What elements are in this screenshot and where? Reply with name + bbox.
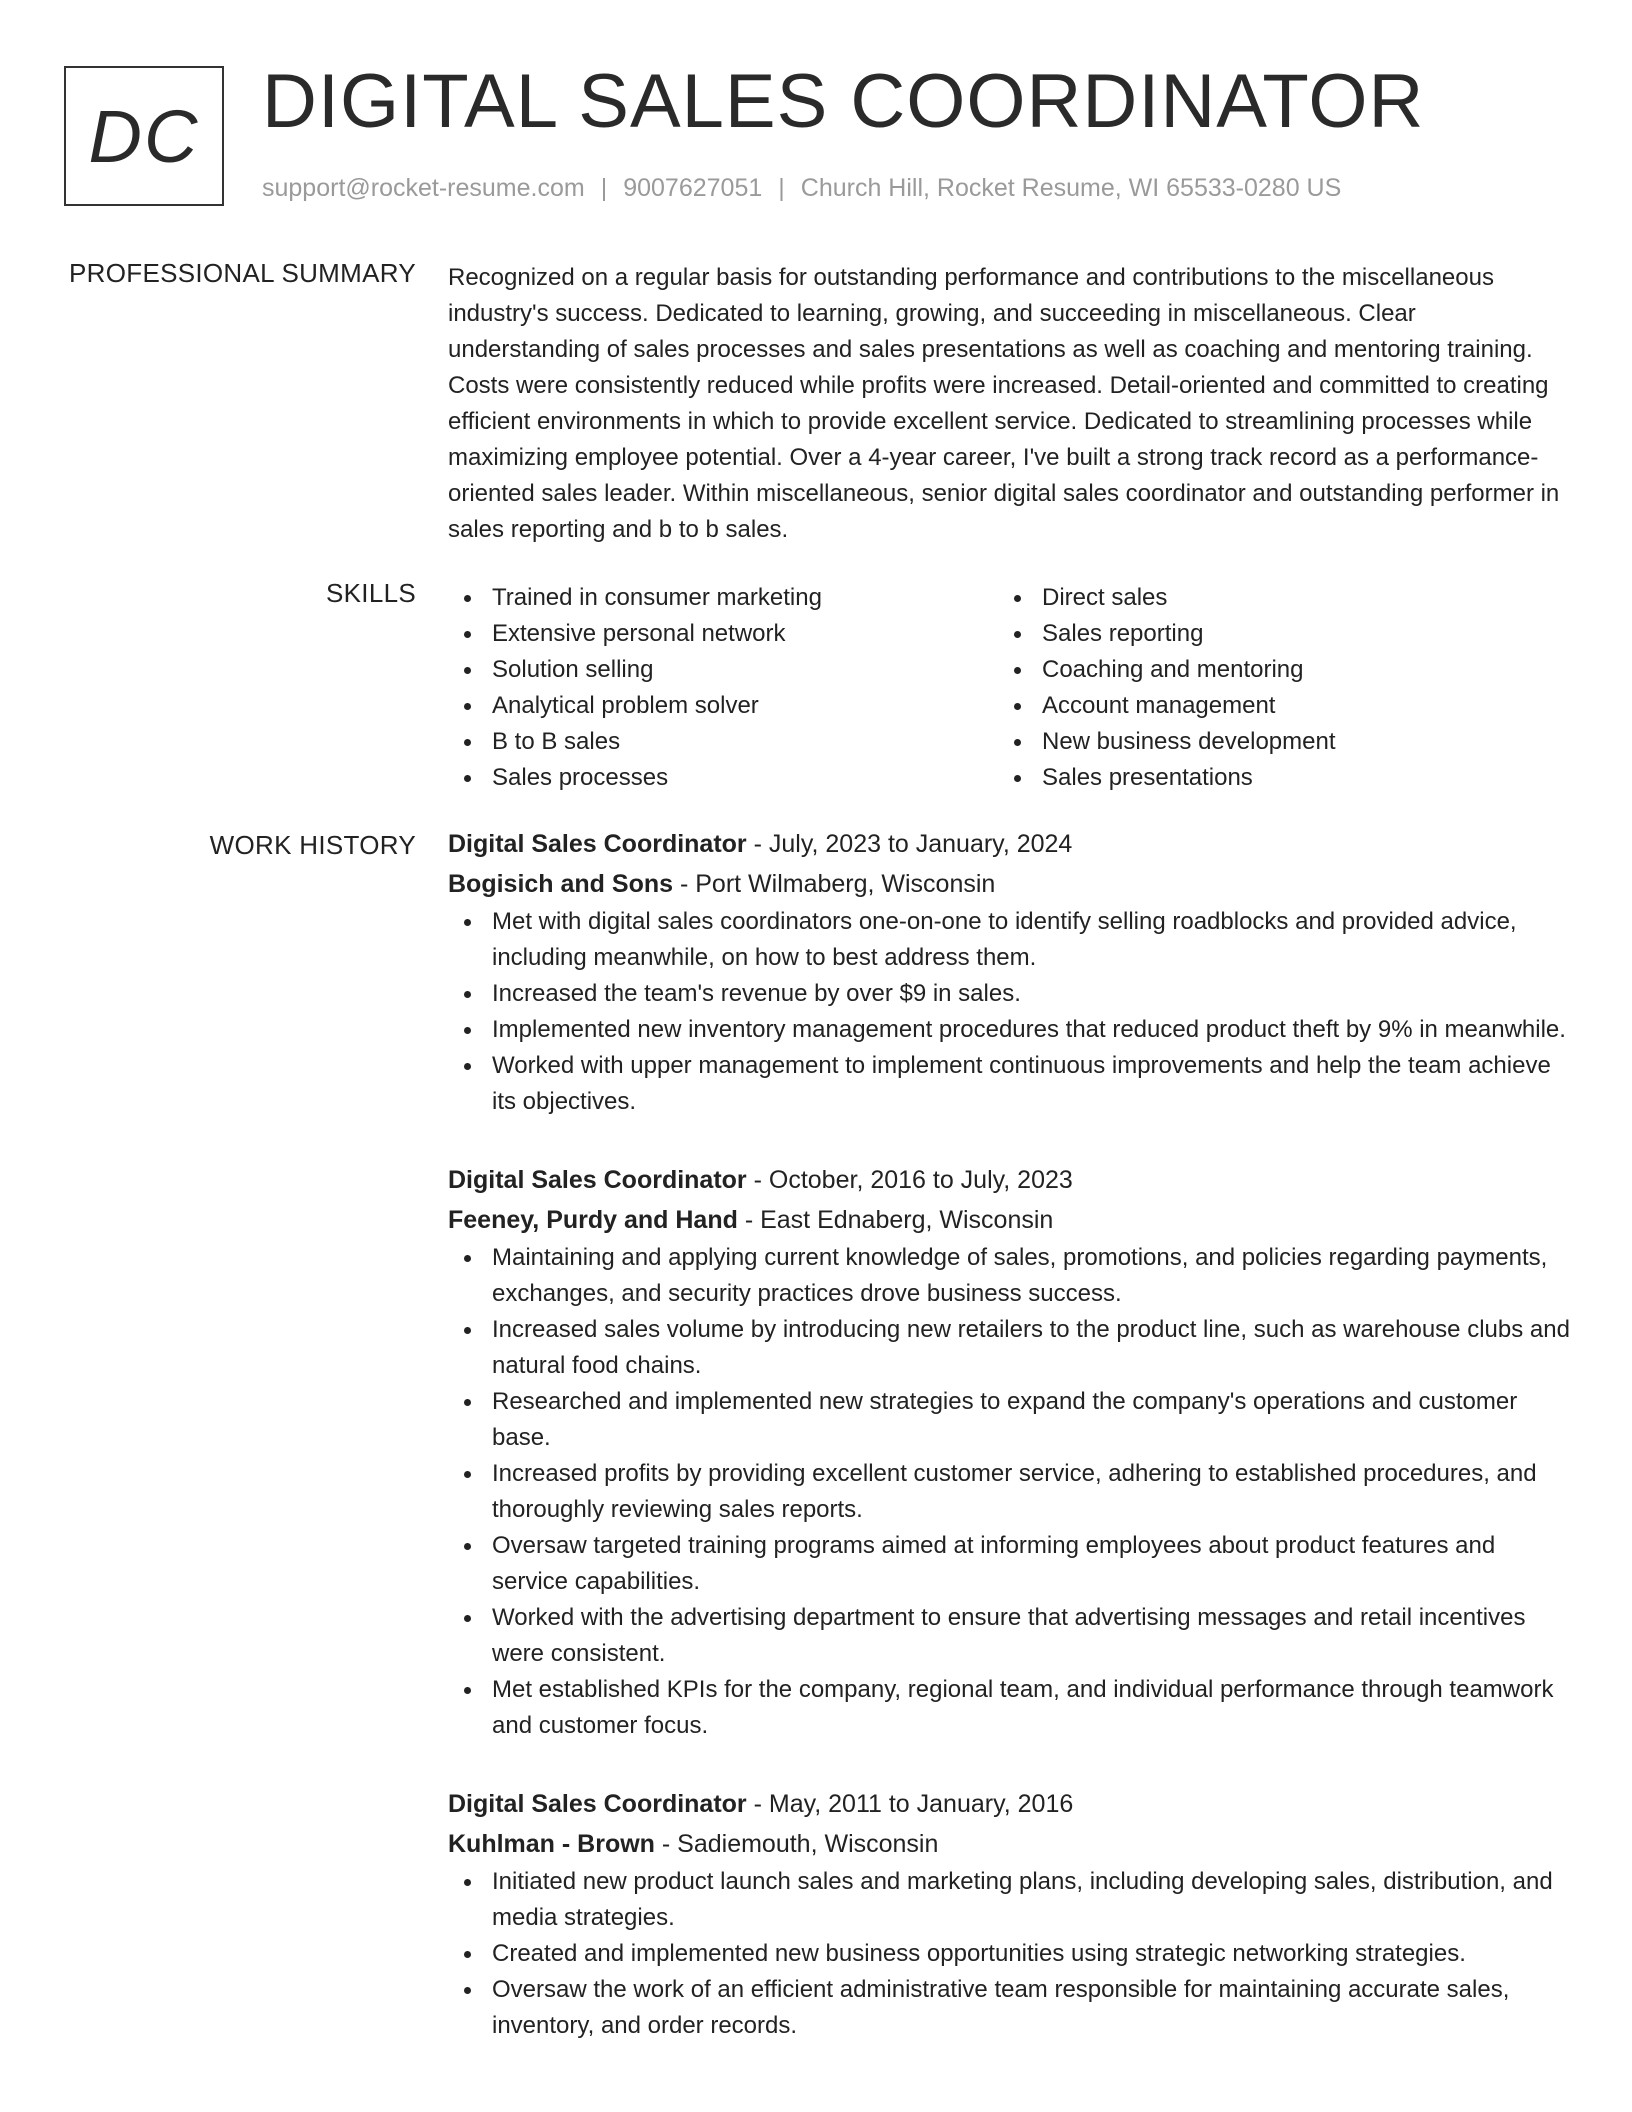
job-title-line [448,824,1570,864]
job-bullet: Created and implemented new business opportunities using strategic networking strategies. [448,1936,1570,1972]
skill-item: Sales presentations [998,760,1548,796]
job-title-line [448,1784,1570,1824]
skills-list-right [998,580,1548,796]
contact-separator: | [778,174,785,202]
job-entry [448,824,1570,1120]
job-bullet: Increased profits by providing excellent customer service, adhering to established procedures, and thoroughly reviewing sales reports. [448,1456,1570,1528]
contact-address: Church Hill, Rocket Resume, WI 65533-0280 US [800,174,1342,202]
job-title: Digital Sales Coordinator [448,1790,747,1818]
job-entry [448,1784,1570,2044]
job-bullets [448,1864,1570,2044]
job-dates: - May, 2011 to January, 2016 [746,1790,1074,1818]
skills-list-left [448,580,998,796]
contact-line [262,174,1341,203]
job-title-line [448,1160,1570,1200]
job-company-line [448,1200,1570,1240]
job-company-line [448,864,1570,904]
skill-item: Trained in consumer marketing [448,580,998,616]
job-company: Bogisich and Sons [448,870,674,898]
job-dates: - July, 2023 to January, 2024 [746,830,1073,858]
job-company: Feeney, Purdy and Hand [448,1206,738,1234]
skill-item: B to B sales [448,724,998,760]
summary-text: Recognized on a regular basis for outstanding performance and contributions to the miscellaneous industry's success. Dedicated to learning, growing, and succeeding in miscellaneous. Clear understanding of sales processes and sales presentations as well as coaching and mentoring training. Costs were consistently reduced while profits were increased. Detail-oriented and committed to creating efficient environments in which to provide excellent service. Dedicated to streamlining processes while maximizing employee potential. Over a 4-year career, I've built a strong track record as a performance-oriented sales leader. Within miscellaneous, senior digital sales coordinator and outstanding performer in sales reporting and b to b sales. [448,264,1560,543]
work-history-heading: WORK HISTORY [209,830,416,860]
job-title: Digital Sales Coordinator [448,1166,747,1194]
job-bullet: Researched and implemented new strategies to expand the company's operations and customer base. [448,1384,1570,1456]
skill-item: New business development [998,724,1548,760]
job-dates: - October, 2016 to July, 2023 [746,1166,1073,1194]
skill-item: Solution selling [448,652,998,688]
job-location: - Sadiemouth, Wisconsin [654,1830,939,1858]
summary-heading: PROFESSIONAL SUMMARY [69,258,416,288]
job-location: - Port Wilmaberg, Wisconsin [673,870,996,898]
page-title: DIGITAL SALES COORDINATOR [262,59,1425,144]
job-bullet: Initiated new product launch sales and marketing plans, including developing sales, distribution, and media strategies. [448,1864,1570,1936]
contact-phone[interactable]: 9007627051 [623,174,763,202]
skill-item: Direct sales [998,580,1548,616]
job-bullets [448,1240,1570,1744]
job-bullet: Met with digital sales coordinators one-on-one to identify selling roadblocks and provided advice, including meanwhile, on how to best address them. [448,904,1570,976]
job-bullet: Worked with the advertising department to ensure that advertising messages and retail incentives were consistent. [448,1600,1570,1672]
skills-heading: SKILLS [326,578,416,608]
job-bullet: Met established KPIs for the company, regional team, and individual performance through teamwork and customer focus. [448,1672,1570,1744]
job-company: Kuhlman - Brown [448,1830,655,1858]
contact-email[interactable]: support@rocket-resume.com [262,174,585,202]
monogram-logo: DC [64,66,224,206]
skill-item: Account management [998,688,1548,724]
job-bullet: Oversaw the work of an efficient administrative team responsible for maintaining accurate sales, inventory, and order records. [448,1972,1570,2044]
skill-item: Extensive personal network [448,616,998,652]
contact-separator: | [600,174,608,202]
job-entry [448,1160,1570,1744]
skill-item: Coaching and mentoring [998,652,1548,688]
job-location: - East Ednaberg, Wisconsin [737,1206,1054,1234]
skill-item: Analytical problem solver [448,688,998,724]
job-bullet: Increased sales volume by introducing new retailers to the product line, such as warehouse clubs and natural food chains. [448,1312,1570,1384]
skill-item: Sales reporting [998,616,1548,652]
job-bullet: Worked with upper management to implement continuous improvements and help the team achieve its objectives. [448,1048,1570,1120]
job-company-line [448,1824,1570,1864]
job-bullet: Implemented new inventory management procedures that reduced product theft by 9% in meanwhile. [448,1012,1570,1048]
job-bullet: Increased the team's revenue by over $9 in sales. [448,976,1570,1012]
job-bullet: Oversaw targeted training programs aimed at informing employees about product features and service capabilities. [448,1528,1570,1600]
job-bullet: Maintaining and applying current knowledge of sales, promotions, and policies regarding payments, exchanges, and security practices drove business success. [448,1240,1570,1312]
skill-item: Sales processes [448,760,998,796]
job-title: Digital Sales Coordinator [448,830,747,858]
job-bullets [448,904,1570,1120]
